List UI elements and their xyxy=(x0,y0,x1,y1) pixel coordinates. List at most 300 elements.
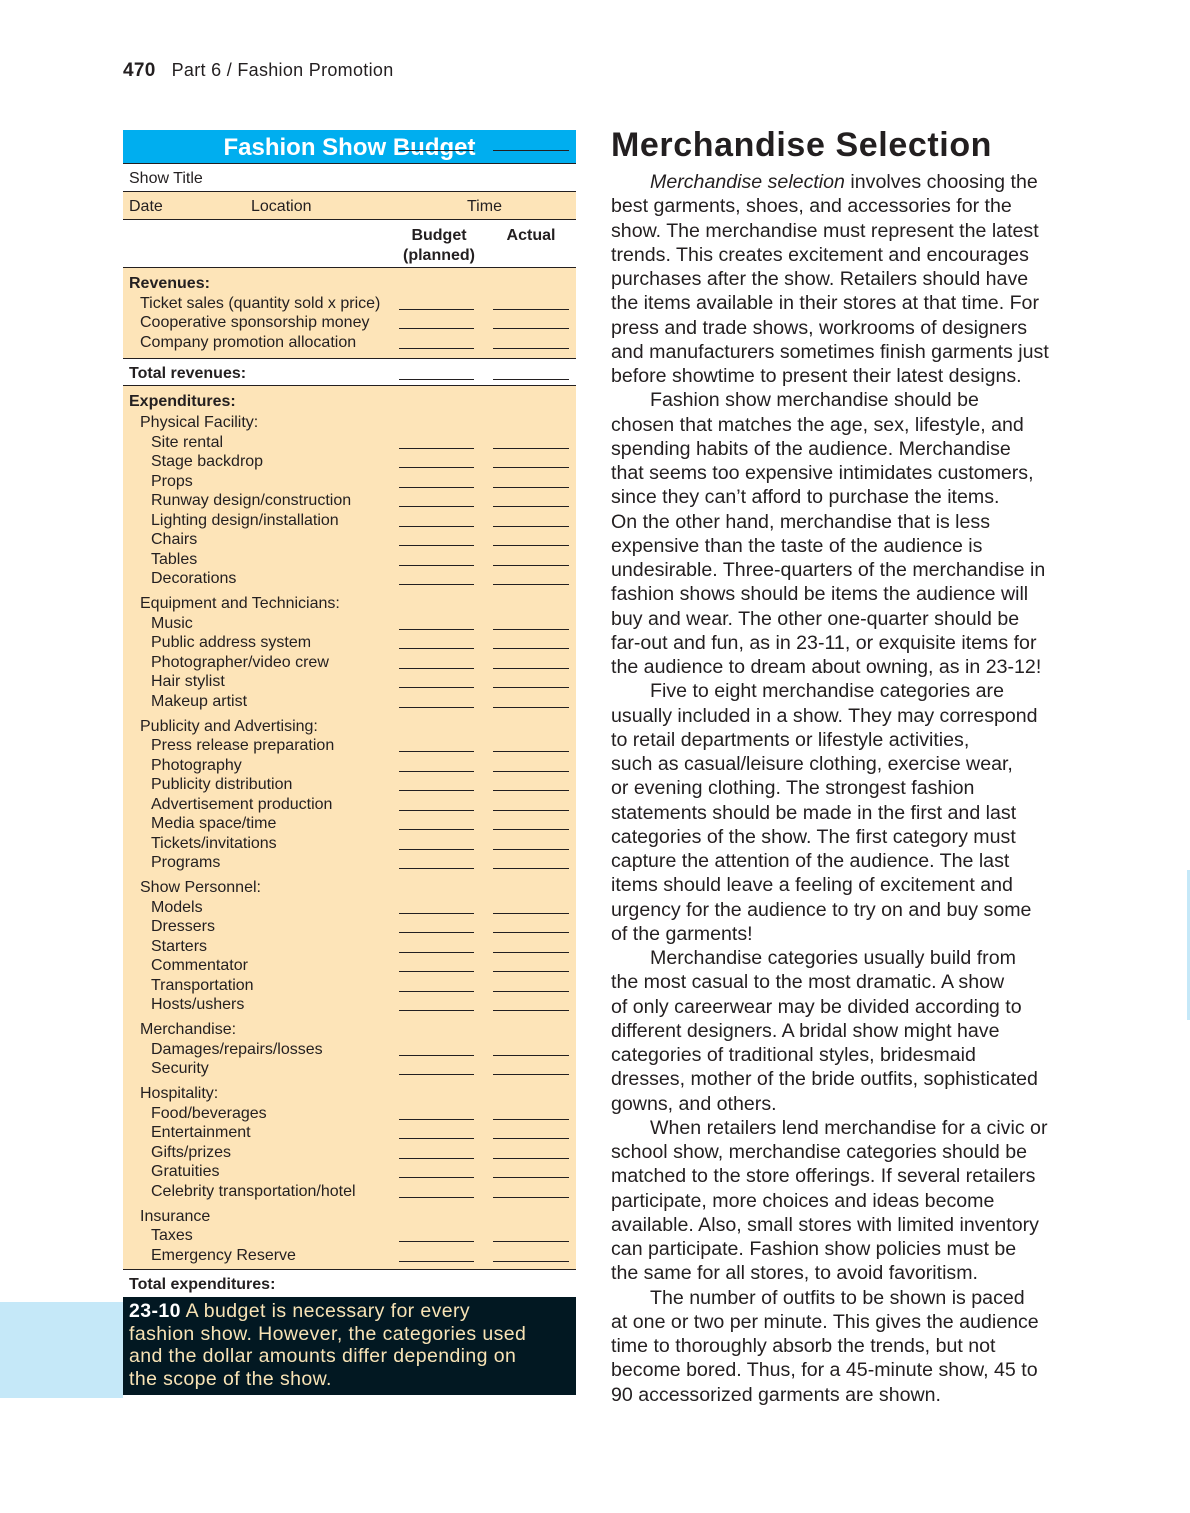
actual-blank xyxy=(493,771,569,772)
line-item xyxy=(123,814,576,834)
body-text-line xyxy=(611,388,1081,412)
budget-header-line2: (planned) xyxy=(403,247,475,264)
line-item-label: Decorations xyxy=(151,570,237,587)
date-label: Date xyxy=(129,198,163,215)
budget-blank xyxy=(399,506,474,507)
line-item xyxy=(123,937,576,957)
line-item xyxy=(123,1123,576,1143)
actual-blank xyxy=(493,868,569,869)
text: school show, merchandise categories should be xyxy=(611,1141,1028,1163)
actual-blank xyxy=(493,751,569,752)
text: On the other hand, merchandise that is less xyxy=(611,510,991,533)
line-item-label: Emergency Reserve xyxy=(151,1246,296,1264)
line-item-label: Cooperative sponsorship money xyxy=(140,314,370,331)
body-text-line xyxy=(611,1092,1081,1116)
text: expensive than the taste of the audience is xyxy=(611,534,983,557)
line-item-label: Hair stylist xyxy=(151,673,225,690)
actual-blank xyxy=(493,1138,569,1139)
budget-blank xyxy=(399,687,474,688)
running-header xyxy=(123,60,394,82)
actual-blank xyxy=(493,913,569,914)
budget-blank xyxy=(399,952,474,953)
actual-blank xyxy=(493,707,569,708)
text: purchases after the show. Retailers should have xyxy=(611,268,1029,290)
line-item-label: Celebrity transportation/hotel xyxy=(151,1182,356,1200)
show-title-row xyxy=(123,164,576,192)
line-item-label: Site rental xyxy=(151,433,224,451)
line-item xyxy=(123,333,576,353)
body-text-line xyxy=(611,1189,1081,1213)
actual-blank xyxy=(493,648,569,649)
column-headers xyxy=(123,220,576,268)
expense-group-heading: Hospitality: xyxy=(140,1085,219,1102)
line-item xyxy=(123,736,576,756)
line-item-label: Security xyxy=(151,1060,209,1077)
text: 90 accessorized garments are shown. xyxy=(611,1383,941,1406)
line-item xyxy=(123,511,576,531)
text: before showtime to present their latest designs. xyxy=(611,365,1022,387)
body-text-line xyxy=(611,1019,1081,1043)
line-item xyxy=(123,530,576,550)
caption-line: fashion show. However, the categories used xyxy=(129,1322,527,1345)
budget-blank xyxy=(399,1010,474,1011)
budget-blank xyxy=(399,668,474,669)
text: capture the attention of the audience. The last xyxy=(611,850,1010,872)
budget-blank xyxy=(399,448,474,449)
body-text-line xyxy=(611,316,1081,340)
expense-group-heading: Show Personnel: xyxy=(140,879,261,896)
expense-group-heading: Insurance xyxy=(140,1207,211,1225)
text: at one or two per minute. This gives the audience xyxy=(611,1310,1039,1333)
body-text-line xyxy=(611,485,1081,509)
budget-blank xyxy=(399,971,474,972)
line-item xyxy=(123,472,576,492)
actual-blank xyxy=(493,991,569,992)
body-text-line xyxy=(611,776,1081,800)
line-item-label: Runway design/construction xyxy=(151,492,352,509)
text: categories of traditional styles, bridesmaid xyxy=(611,1044,976,1066)
line-item-label: Programs xyxy=(151,854,221,871)
budget-blank xyxy=(399,328,474,329)
show-title-label: Show Title xyxy=(129,170,203,187)
body-text-line xyxy=(611,364,1081,388)
body-text-line xyxy=(611,922,1081,946)
line-item xyxy=(123,1246,576,1266)
text: to retail departments or lifestyle activities, xyxy=(611,728,970,751)
expense-group-heading: Publicity and Advertising: xyxy=(140,717,318,735)
line-item-label: Tables xyxy=(151,550,198,568)
actual-blank xyxy=(493,1197,569,1198)
line-item xyxy=(123,1040,576,1060)
body-text-line xyxy=(611,946,1081,970)
text: Five to eight merchandise categories are xyxy=(650,680,1004,703)
actual-blank xyxy=(493,952,569,953)
line-item xyxy=(123,1059,576,1079)
decorative-blue-block xyxy=(0,1302,123,1398)
budget-blank xyxy=(399,1241,474,1242)
line-item-label: Chairs xyxy=(151,531,198,548)
text: the same for all stores, to avoid favoritism. xyxy=(611,1262,978,1285)
line-item-label: Photography xyxy=(151,756,242,774)
line-item-label: Props xyxy=(151,472,193,490)
text: the items available in their stores at that time. For xyxy=(611,292,1039,315)
text: and manufacturers sometimes finish garments just xyxy=(611,340,1049,363)
body-text-line xyxy=(611,1261,1081,1285)
expense-group-heading: Physical Facility: xyxy=(140,414,259,431)
budget-blank xyxy=(399,379,474,380)
expense-group-heading: Merchandise: xyxy=(140,1021,237,1038)
budget-blank xyxy=(399,790,474,791)
line-item xyxy=(123,313,576,333)
line-item-label: Food/beverages xyxy=(151,1104,267,1122)
actual-blank xyxy=(493,467,569,468)
body-text-line xyxy=(611,558,1081,582)
actual-blank xyxy=(493,1010,569,1011)
actual-blank xyxy=(493,790,569,791)
budget-blank xyxy=(399,751,474,752)
line-item xyxy=(123,834,576,854)
line-item xyxy=(123,614,576,634)
actual-column-header: Actual xyxy=(506,227,556,244)
text: become bored. Thus, for a 45-minute show, 45 to xyxy=(611,1359,1038,1382)
line-item xyxy=(123,795,576,815)
text: show. The merchandise must represent the latest xyxy=(611,219,1039,242)
time-label: Time xyxy=(467,198,502,215)
location-label: Location xyxy=(251,198,312,215)
line-item-label: Damages/repairs/losses xyxy=(151,1040,323,1058)
line-item xyxy=(123,491,576,511)
line-item xyxy=(123,956,576,976)
budget-blank xyxy=(399,932,474,933)
line-item-label: Company promotion allocation xyxy=(140,333,357,351)
actual-blank xyxy=(493,1055,569,1056)
budget-blank xyxy=(399,648,474,649)
actual-blank xyxy=(493,309,569,310)
line-item-label: Music xyxy=(151,614,193,632)
total-revenues-label: Total revenues: xyxy=(129,365,247,382)
article xyxy=(611,124,1081,1407)
body-text-line xyxy=(611,801,1081,825)
budget-blank xyxy=(399,868,474,869)
budget-blank xyxy=(399,707,474,708)
line-item-label: Dressers xyxy=(151,918,216,935)
text: statements should be made in the first and last xyxy=(611,801,1017,824)
body-text-line xyxy=(611,170,1081,194)
body-text-line xyxy=(611,219,1081,243)
line-item xyxy=(123,1104,576,1124)
form-title: Fashion Show Budget xyxy=(123,130,576,164)
caption-line: the scope of the show. xyxy=(129,1367,332,1390)
budget-blank xyxy=(399,849,474,850)
figure-number: 23-10 xyxy=(129,1300,181,1322)
actual-blank xyxy=(493,506,569,507)
line-item-label: Press release preparation xyxy=(151,737,335,754)
text: press and trade shows, workrooms of designers xyxy=(611,316,1028,339)
line-item xyxy=(123,1162,576,1182)
actual-blank xyxy=(493,971,569,972)
text: categories of the show. The first category must xyxy=(611,825,1016,848)
body-text-line xyxy=(611,752,1081,776)
line-item xyxy=(123,976,576,996)
line-item xyxy=(123,294,576,314)
budget-blank xyxy=(399,1197,474,1198)
text: trends. This creates excitement and encourages xyxy=(611,243,1029,266)
line-item-label: Starters xyxy=(151,937,208,955)
line-item-label: Media space/time xyxy=(151,815,277,832)
body-text-line xyxy=(611,898,1081,922)
body-text-line xyxy=(611,655,1081,679)
line-item-label: Gratuities xyxy=(151,1163,220,1180)
body-text-line xyxy=(611,873,1081,897)
budget-blank xyxy=(399,829,474,830)
line-item xyxy=(123,1182,576,1202)
actual-blank xyxy=(493,448,569,449)
line-item-label: Hosts/ushers xyxy=(151,996,245,1013)
budget-form-figure xyxy=(123,130,576,1395)
emphasized-term: Merchandise selection xyxy=(650,171,845,193)
actual-blank xyxy=(493,348,569,349)
line-item xyxy=(123,917,576,937)
body-text-line xyxy=(611,1043,1081,1067)
budget-blank xyxy=(399,309,474,310)
text: urgency for the audience to try on and buy some xyxy=(611,898,1032,921)
line-item xyxy=(123,452,576,472)
body-text-line xyxy=(611,582,1081,606)
budget-blank xyxy=(399,545,474,546)
line-item xyxy=(123,550,576,570)
body-text-line xyxy=(611,340,1081,364)
text: best garments, shoes, and accessories for the xyxy=(611,195,1012,218)
line-item-label: Lighting design/installation xyxy=(151,511,339,529)
line-item xyxy=(123,775,576,795)
revenues-heading: Revenues: xyxy=(129,275,210,292)
budget-blank xyxy=(399,1074,474,1075)
body-text-line xyxy=(611,534,1081,558)
line-item-label: Transportation xyxy=(151,976,254,994)
budget-blank xyxy=(399,584,474,585)
line-item xyxy=(123,853,576,873)
line-item-label: Ticket sales (quantity sold x price) xyxy=(140,294,381,312)
body-text-line xyxy=(611,461,1081,485)
text: the most casual to the most dramatic. A show xyxy=(611,971,1005,994)
actual-blank xyxy=(493,810,569,811)
line-item-label: Advertisement production xyxy=(151,795,333,813)
body-text-line xyxy=(611,1310,1081,1334)
line-item xyxy=(123,569,576,589)
revenues-section xyxy=(123,268,576,359)
actual-blank xyxy=(493,545,569,546)
budget-blank xyxy=(399,1261,474,1262)
text: spending habits of the audience. Merchandise xyxy=(611,437,1011,460)
expense-group-heading: Equipment and Technicians: xyxy=(140,595,340,612)
text: different designers. A bridal show might have xyxy=(611,1019,1000,1042)
line-item-label: Photographer/video crew xyxy=(151,653,329,671)
line-item xyxy=(123,633,576,653)
text: Fashion show merchandise should be xyxy=(650,389,979,412)
text: such as casual/leisure clothing, exercise wear, xyxy=(611,753,1013,775)
total-expenditures-row xyxy=(123,1270,576,1297)
budget-blank xyxy=(399,487,474,488)
line-item xyxy=(123,692,576,712)
text: dresses, mother of the bride outfits, sophisticated xyxy=(611,1068,1038,1091)
figure-caption xyxy=(123,1297,576,1395)
line-item-label: Publicity distribution xyxy=(151,776,293,793)
line-item xyxy=(123,898,576,918)
budget-blank xyxy=(399,629,474,630)
actual-blank xyxy=(493,849,569,850)
body-text-line xyxy=(611,679,1081,703)
text: matched to the store offerings. If several retailers xyxy=(611,1165,1036,1188)
text: gowns, and others. xyxy=(611,1092,777,1115)
body-text-line xyxy=(611,1286,1081,1310)
body-text-line xyxy=(611,631,1081,655)
line-item xyxy=(123,756,576,776)
actual-blank xyxy=(493,668,569,669)
text: of the garments! xyxy=(611,922,753,945)
line-item-label: Taxes xyxy=(151,1227,193,1244)
article-body xyxy=(611,170,1081,1407)
body-text-line xyxy=(611,413,1081,437)
actual-blank xyxy=(493,932,569,933)
body-text-line xyxy=(611,291,1081,315)
actual-blank xyxy=(493,526,569,527)
budget-blank xyxy=(399,991,474,992)
body-text-line xyxy=(611,704,1081,728)
text: available. Also, small stores with limited inventory xyxy=(611,1213,1039,1236)
body-text-line xyxy=(611,1164,1081,1188)
budget-blank xyxy=(399,913,474,914)
page-number: 470 xyxy=(123,60,156,81)
line-item-label: Makeup artist xyxy=(151,692,248,710)
text: Merchandise categories usually build from xyxy=(650,947,1016,969)
text: far-out and fun, as in 23-11, or exquisite items for xyxy=(611,631,1037,654)
budget-blank xyxy=(399,1055,474,1056)
budget-blank xyxy=(399,1119,474,1120)
text: chosen that matches the age, sex, lifestyle, and xyxy=(611,413,1024,436)
budget-header-line1: Budget xyxy=(411,227,467,244)
text: participate, more choices and ideas become xyxy=(611,1189,995,1212)
actual-blank xyxy=(493,584,569,585)
budget-blank xyxy=(399,150,474,151)
total-revenues-row xyxy=(123,359,576,386)
body-text-line xyxy=(611,995,1081,1019)
actual-blank xyxy=(493,1241,569,1242)
text: the audience to dream about owning, as in 23-12! xyxy=(611,656,1042,678)
budget-blank xyxy=(399,1177,474,1178)
actual-blank xyxy=(493,1177,569,1178)
text: time to thoroughly absorb the trends, but not xyxy=(611,1335,996,1357)
text: involves choosing the xyxy=(844,171,1038,193)
body-text-line xyxy=(611,849,1081,873)
caption-line: A budget is necessary for every xyxy=(185,1300,471,1322)
body-text-line xyxy=(611,267,1081,291)
body-text-line xyxy=(611,1358,1081,1382)
body-text-line xyxy=(611,243,1081,267)
text: since they can’t afford to purchase the items. xyxy=(611,486,1000,509)
budget-column-header xyxy=(393,226,485,266)
line-item xyxy=(123,433,576,453)
actual-blank xyxy=(493,1074,569,1075)
expenditures-section xyxy=(123,386,576,1270)
actual-blank xyxy=(493,150,569,151)
body-text-line xyxy=(611,510,1081,534)
actual-blank xyxy=(493,1119,569,1120)
body-text-line xyxy=(611,1116,1081,1140)
line-item-label: Stage backdrop xyxy=(151,453,264,470)
actual-blank xyxy=(493,379,569,380)
body-text-line xyxy=(611,728,1081,752)
line-item xyxy=(123,1143,576,1163)
text: items should leave a feeling of excitement and xyxy=(611,874,1013,897)
body-text-line xyxy=(611,437,1081,461)
body-text-line xyxy=(611,825,1081,849)
text: or evening clothing. The strongest fashion xyxy=(611,777,975,800)
body-text-line xyxy=(611,970,1081,994)
body-text-line xyxy=(611,1140,1081,1164)
actual-blank xyxy=(493,565,569,566)
text: usually included in a show. They may correspond xyxy=(611,704,1038,727)
body-text-line xyxy=(611,1383,1081,1407)
actual-blank xyxy=(493,629,569,630)
actual-blank xyxy=(493,1158,569,1159)
line-item-label: Tickets/invitations xyxy=(151,834,277,852)
expenditures-heading: Expenditures: xyxy=(129,393,236,410)
body-text-line xyxy=(611,1334,1081,1358)
body-text-line xyxy=(611,1067,1081,1091)
line-item-label: Entertainment xyxy=(151,1124,251,1141)
text: undesirable. Three-quarters of the merchandise in xyxy=(611,559,1046,581)
article-heading: Merchandise Selection xyxy=(611,126,993,164)
budget-blank xyxy=(399,467,474,468)
line-item-label: Public address system xyxy=(151,634,312,651)
section-title: Part 6 / Fashion Promotion xyxy=(171,60,394,80)
total-expenditures-label: Total expenditures: xyxy=(129,1276,276,1293)
text: fashion shows should be items the audience will xyxy=(611,583,1029,606)
text: The number of outfits to be shown is paced xyxy=(650,1286,1025,1309)
caption-line: and the dollar amounts differ depending on xyxy=(129,1345,517,1367)
budget-blank xyxy=(399,526,474,527)
budget-blank xyxy=(399,1138,474,1139)
budget-blank xyxy=(399,565,474,566)
budget-blank xyxy=(399,810,474,811)
body-text-line xyxy=(611,1237,1081,1261)
budget-blank xyxy=(399,348,474,349)
body-text-line xyxy=(611,194,1081,218)
line-item xyxy=(123,653,576,673)
text: buy and wear. The other one-quarter should be xyxy=(611,607,1020,630)
text: When retailers lend merchandise for a civic or xyxy=(650,1116,1048,1139)
text: of only careerwear may be divided according to xyxy=(611,995,1022,1018)
line-item xyxy=(123,672,576,692)
line-item xyxy=(123,995,576,1015)
actual-blank xyxy=(493,687,569,688)
text: that seems too expensive intimidates customers, xyxy=(611,462,1034,484)
actual-blank xyxy=(493,1261,569,1262)
text: can participate. Fashion show policies must be xyxy=(611,1238,1017,1260)
body-text-line xyxy=(611,1213,1081,1237)
line-item-label: Models xyxy=(151,898,203,916)
line-item xyxy=(123,1226,576,1246)
body-text-line xyxy=(611,607,1081,631)
budget-blank xyxy=(399,771,474,772)
line-item-label: Commentator xyxy=(151,957,248,974)
budget-blank xyxy=(399,1158,474,1159)
actual-blank xyxy=(493,829,569,830)
actual-blank xyxy=(493,328,569,329)
actual-blank xyxy=(493,487,569,488)
date-location-time-row xyxy=(123,192,576,220)
line-item-label: Gifts/prizes xyxy=(151,1143,232,1161)
